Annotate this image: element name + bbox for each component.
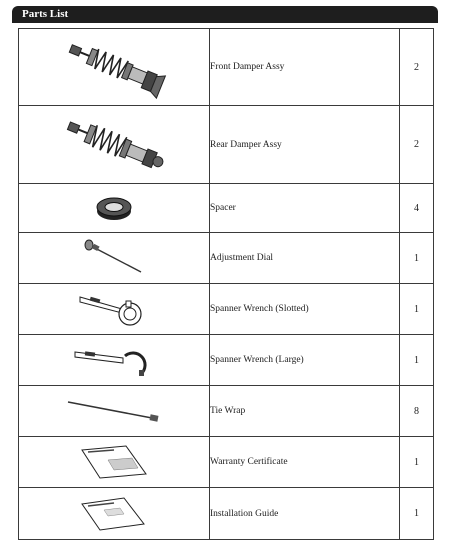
certificate-icon	[74, 442, 154, 482]
rear-damper-icon	[59, 115, 169, 175]
part-image-cell	[19, 29, 210, 106]
table-row	[19, 106, 434, 184]
header-title: Parts List	[22, 8, 69, 20]
part-qty: 1	[400, 233, 434, 284]
part-name: Warranty Certificate	[210, 437, 400, 488]
part-image-cell	[19, 284, 210, 335]
table-row	[19, 437, 434, 488]
table-row	[19, 284, 434, 335]
table-row	[19, 233, 434, 284]
part-qty: 1	[400, 488, 434, 540]
part-qty: 1	[400, 437, 434, 488]
table-row	[19, 29, 434, 106]
parts-list-header	[12, 6, 438, 23]
part-name: Spanner Wrench (Slotted)	[210, 284, 400, 335]
large-spanner-icon	[69, 340, 159, 380]
guide-icon	[74, 494, 154, 534]
slotted-spanner-icon	[74, 289, 154, 329]
table-row	[19, 335, 434, 386]
part-qty: 2	[400, 106, 434, 184]
table-row	[19, 386, 434, 437]
table-row	[19, 184, 434, 233]
part-name: Adjustment Dial	[210, 233, 400, 284]
part-image-cell	[19, 488, 210, 540]
adjustment-dial-icon	[79, 238, 149, 278]
part-image-cell	[19, 437, 210, 488]
part-name: Spanner Wrench (Large)	[210, 335, 400, 386]
tie-wrap-icon	[64, 396, 164, 426]
table-row	[19, 488, 434, 540]
part-image-cell	[19, 106, 210, 184]
part-qty: 1	[400, 284, 434, 335]
part-name: Installation Guide	[210, 488, 400, 540]
part-image-cell	[19, 386, 210, 437]
front-damper-icon	[59, 34, 169, 100]
part-qty: 8	[400, 386, 434, 437]
part-name: Spacer	[210, 184, 400, 233]
part-qty: 2	[400, 29, 434, 106]
part-name: Tie Wrap	[210, 386, 400, 437]
part-image-cell	[19, 335, 210, 386]
part-image-cell	[19, 184, 210, 233]
part-qty: 1	[400, 335, 434, 386]
spacer-icon	[94, 193, 134, 223]
part-image-cell	[19, 233, 210, 284]
parts-table	[18, 28, 434, 540]
part-name: Front Damper Assy	[210, 29, 400, 106]
part-name: Rear Damper Assy	[210, 106, 400, 184]
part-qty: 4	[400, 184, 434, 233]
